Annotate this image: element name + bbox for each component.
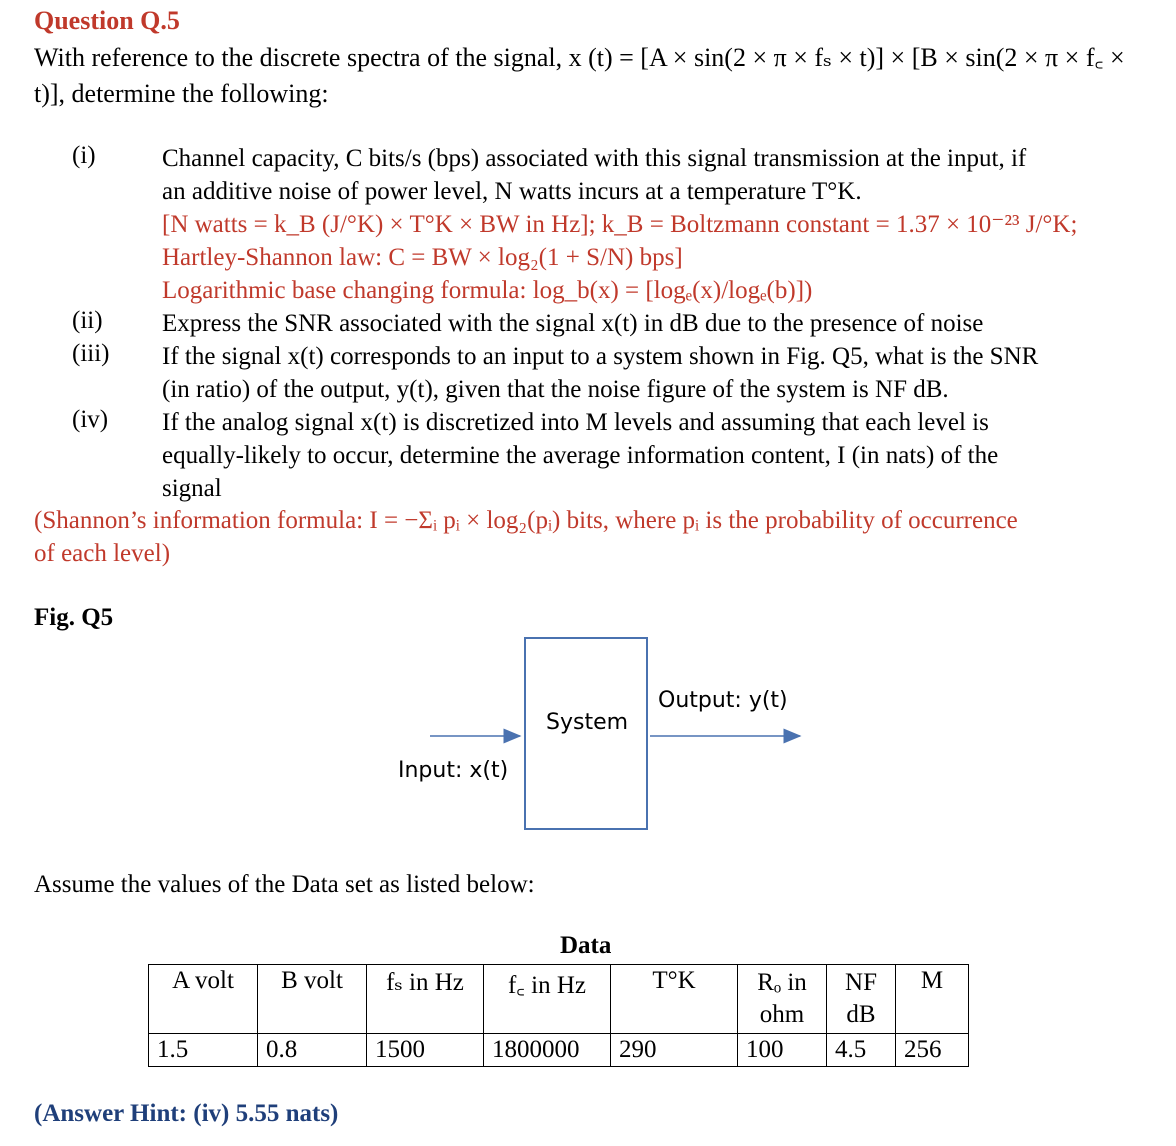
table-caption: Data: [560, 932, 612, 959]
answer-hint: (Answer Hint: (iv) 5.55 nats): [34, 1100, 339, 1127]
data-table: [148, 964, 969, 1067]
value-ro: 100: [738, 1034, 827, 1067]
header-t: T°K: [611, 965, 738, 1034]
shannon-formula-line1: (Shannon’s information formula: I = −Σᵢ pᵢ × log₂(pᵢ) bits, where pᵢ is the probability of occurrence: [34, 507, 1018, 534]
part-i-line1: Channel capacity, C bits/s (bps) associated with this signal transmission at the input, if: [162, 145, 1027, 172]
value-nf: 4.5: [827, 1034, 896, 1067]
value-a: 1.5: [149, 1034, 258, 1067]
table-value-row: [149, 1034, 969, 1067]
question-intro: With reference to the discrete spectra of the signal, x (t) = [A × sin(2 × π × fₛ × t)] × [B × sin(2 × π × f꜀ × t)], determine the following:: [34, 43, 1125, 108]
part-i-number: (i): [72, 142, 96, 169]
header-a: A volt: [149, 965, 258, 1034]
part-i-hint3: Logarithmic base changing formula: log_b(x) = [logₑ(x)/logₑ(b)]): [162, 277, 813, 304]
header-ro: Rₒ in ohm: [738, 965, 827, 1034]
header-fc: f꜀ in Hz: [484, 965, 611, 1034]
value-b: 0.8: [258, 1034, 367, 1067]
output-label: Output: y(t): [658, 688, 788, 713]
part-iii-line1: If the signal x(t) corresponds to an input to a system shown in Fig. Q5, what is the SNR: [162, 343, 1039, 370]
part-iv-number: (iv): [72, 406, 109, 433]
value-t: 290: [611, 1034, 738, 1067]
header-nf: NF dB: [827, 965, 896, 1034]
part-iii-line2: (in ratio) of the output, y(t), given that the noise figure of the system is NF dB.: [162, 376, 949, 403]
table-header-row: [149, 965, 969, 1034]
value-m: 256: [896, 1034, 969, 1067]
figure-label: Fig. Q5: [34, 604, 114, 631]
header-fs: fₛ in Hz: [367, 965, 484, 1034]
part-ii-line1: Express the SNR associated with the signal x(t) in dB due to the presence of noise: [162, 310, 984, 337]
header-b: B volt: [258, 965, 367, 1034]
part-i-hint2: Hartley-Shannon law: C = BW × log₂(1 + S/N) bps]: [162, 244, 683, 271]
part-ii-number: (ii): [72, 307, 103, 334]
question-title: Question Q.5: [34, 6, 180, 35]
shannon-formula-line2: of each level): [34, 540, 171, 567]
part-iv-line2: equally-likely to occur, determine the average information content, I (in nats) of the: [162, 442, 999, 469]
part-iv-line3: signal: [162, 475, 222, 502]
part-i-hint1: [N watts = k_B (J/°K) × T°K × BW in Hz]; k_B = Boltzmann constant = 1.37 × 10⁻²³ J/°K;: [162, 211, 1078, 238]
value-fc: 1800000: [484, 1034, 611, 1067]
header-m: M: [896, 965, 969, 1034]
part-iii-number: (iii): [72, 340, 110, 367]
part-i-line2: an additive noise of power level, N watts incurs at a temperature T°K.: [162, 178, 862, 205]
system-label: System: [546, 710, 629, 735]
part-iv-line1: If the analog signal x(t) is discretized into M levels and assuming that each level is: [162, 409, 989, 436]
value-fs: 1500: [367, 1034, 484, 1067]
data-intro: Assume the values of the Data set as listed below:: [34, 871, 535, 898]
input-label: Input: x(t): [398, 758, 509, 783]
